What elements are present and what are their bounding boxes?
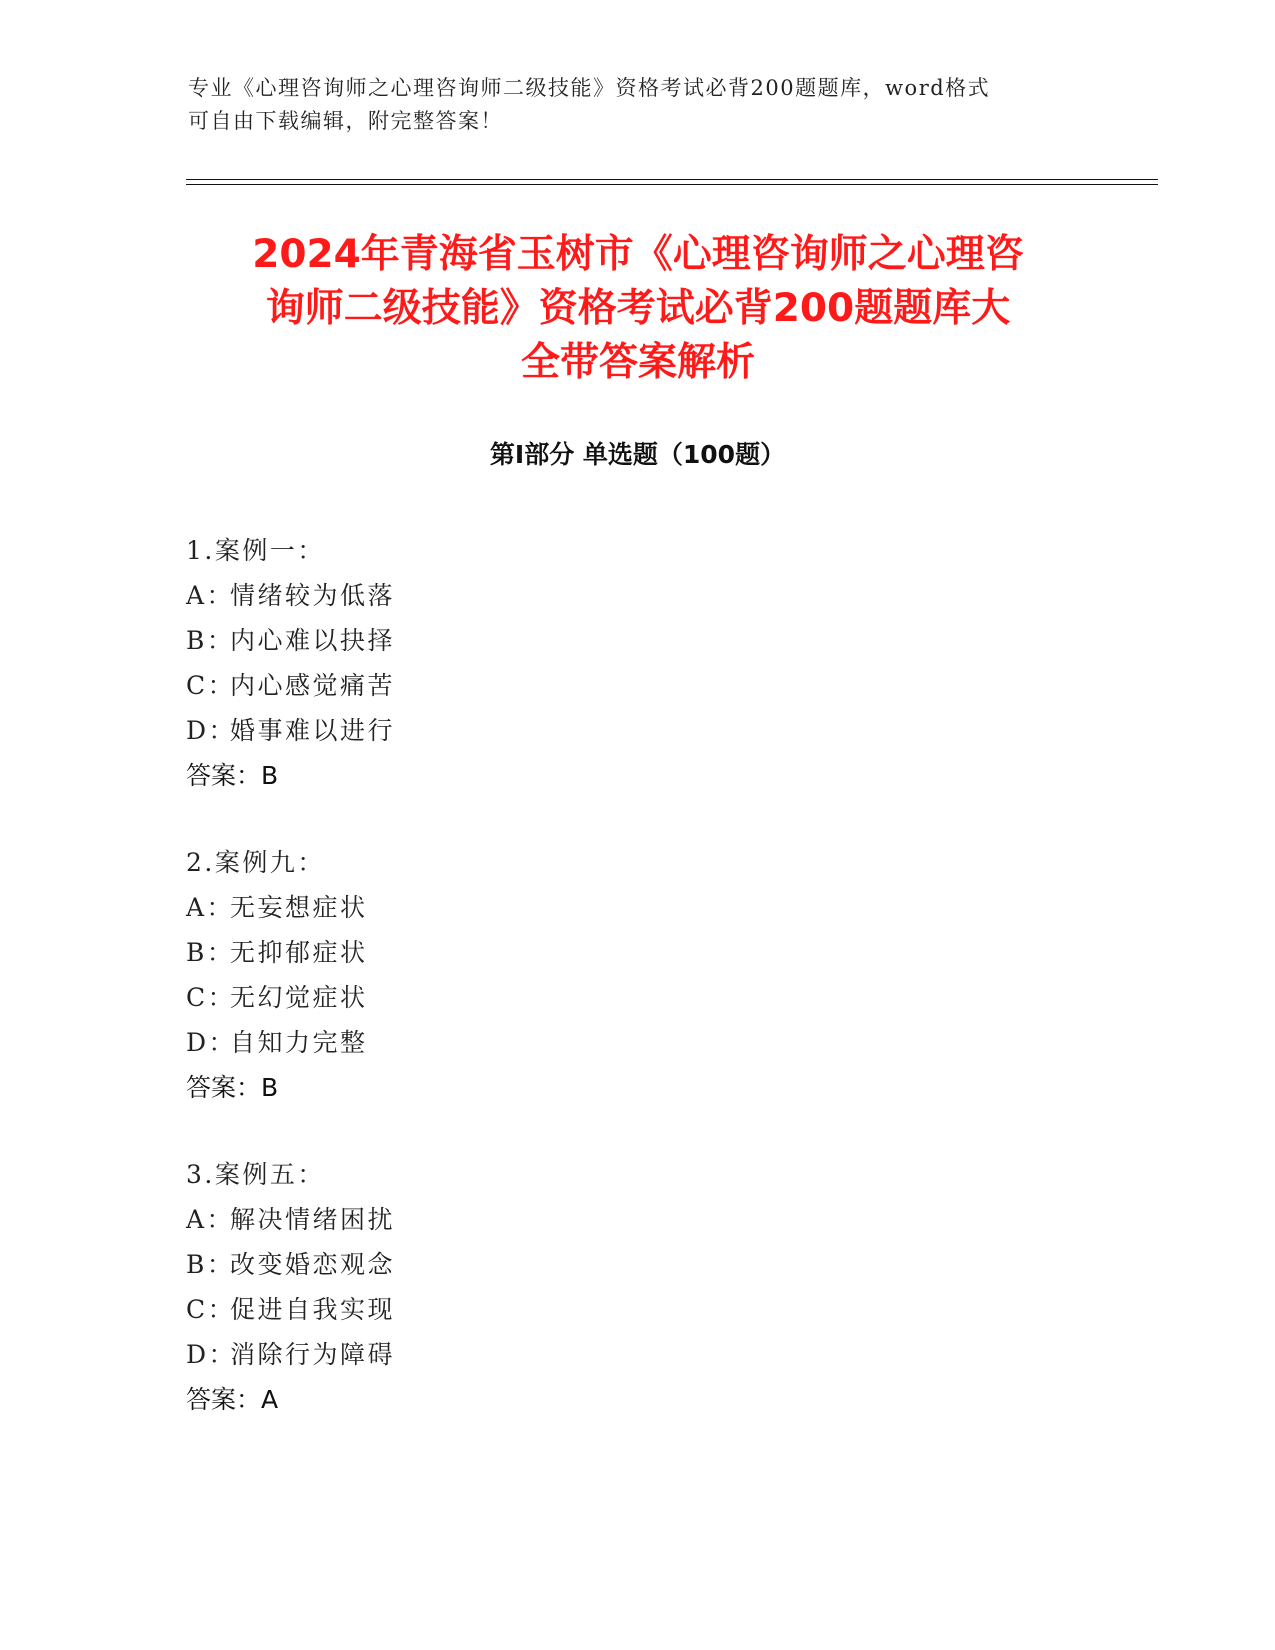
option-text: 改变婚恋观念 (230, 1250, 396, 1279)
option-d (186, 1332, 1086, 1377)
question-stem: 1.案例一： (186, 536, 325, 565)
option-a (186, 885, 1086, 930)
section-heading: 第Ⅰ部分 单选题（100题） (489, 440, 786, 469)
option-text: 内心难以抉择 (230, 626, 396, 655)
option-c (186, 663, 1086, 708)
option-b (186, 1242, 1086, 1287)
option-text: 情绪较为低落 (230, 581, 396, 610)
option-key: C： (186, 1295, 236, 1324)
header-note (188, 72, 1068, 138)
option-a (186, 1197, 1086, 1242)
option-key: C： (186, 983, 236, 1012)
option-d (186, 1020, 1086, 1065)
question-stem: 2.案例九： (186, 848, 325, 877)
question-item (186, 528, 1086, 798)
option-text: 内心感觉痛苦 (230, 671, 396, 700)
header-divider-bottom (186, 184, 1158, 185)
option-key: B： (186, 938, 235, 967)
option-key: B： (186, 1250, 235, 1279)
header-divider-top (186, 179, 1158, 180)
option-key: D： (186, 1028, 237, 1057)
answer-line: 答案：B (186, 1073, 279, 1102)
question-item (186, 1152, 1086, 1422)
question-stem: 3.案例五： (186, 1160, 325, 1189)
header-note-line-1: 专业《心理咨询师之心理咨询师二级技能》资格考试必背200题题库，word格式 (188, 76, 991, 100)
question-list (186, 528, 1086, 1464)
option-text: 消除行为障碍 (230, 1340, 396, 1369)
option-key: D： (186, 1340, 237, 1369)
answer-line: 答案：A (186, 1385, 279, 1414)
option-c (186, 975, 1086, 1020)
answer-line: 答案：B (186, 761, 279, 790)
option-b (186, 618, 1086, 663)
option-b (186, 930, 1086, 975)
option-text: 解决情绪困扰 (230, 1205, 396, 1234)
option-text: 无妄想症状 (230, 893, 368, 922)
option-key: A： (186, 1205, 235, 1234)
option-a (186, 573, 1086, 618)
option-text: 无抑郁症状 (230, 938, 368, 967)
option-text: 自知力完整 (230, 1028, 368, 1057)
document-title-line-1: 2024年青海省玉树市《心理咨询师之心理咨 (252, 232, 1024, 277)
option-text: 婚事难以进行 (230, 716, 396, 745)
option-key: C： (186, 671, 236, 700)
option-text: 促进自我实现 (230, 1295, 396, 1324)
option-key: D： (186, 716, 237, 745)
option-c (186, 1287, 1086, 1332)
option-key: A： (186, 581, 235, 610)
option-text: 无幻觉症状 (230, 983, 368, 1012)
document-title-line-2: 询师二级技能》资格考试必背200题题库大 (265, 286, 1011, 331)
document-title-line-3: 全带答案解析 (520, 340, 755, 385)
question-item (186, 840, 1086, 1110)
option-key: B： (186, 626, 235, 655)
option-d (186, 708, 1086, 753)
header-note-line-2: 可自由下载编辑，附完整答案！ (188, 109, 503, 133)
document-title (140, 228, 1136, 390)
option-key: A： (186, 893, 235, 922)
